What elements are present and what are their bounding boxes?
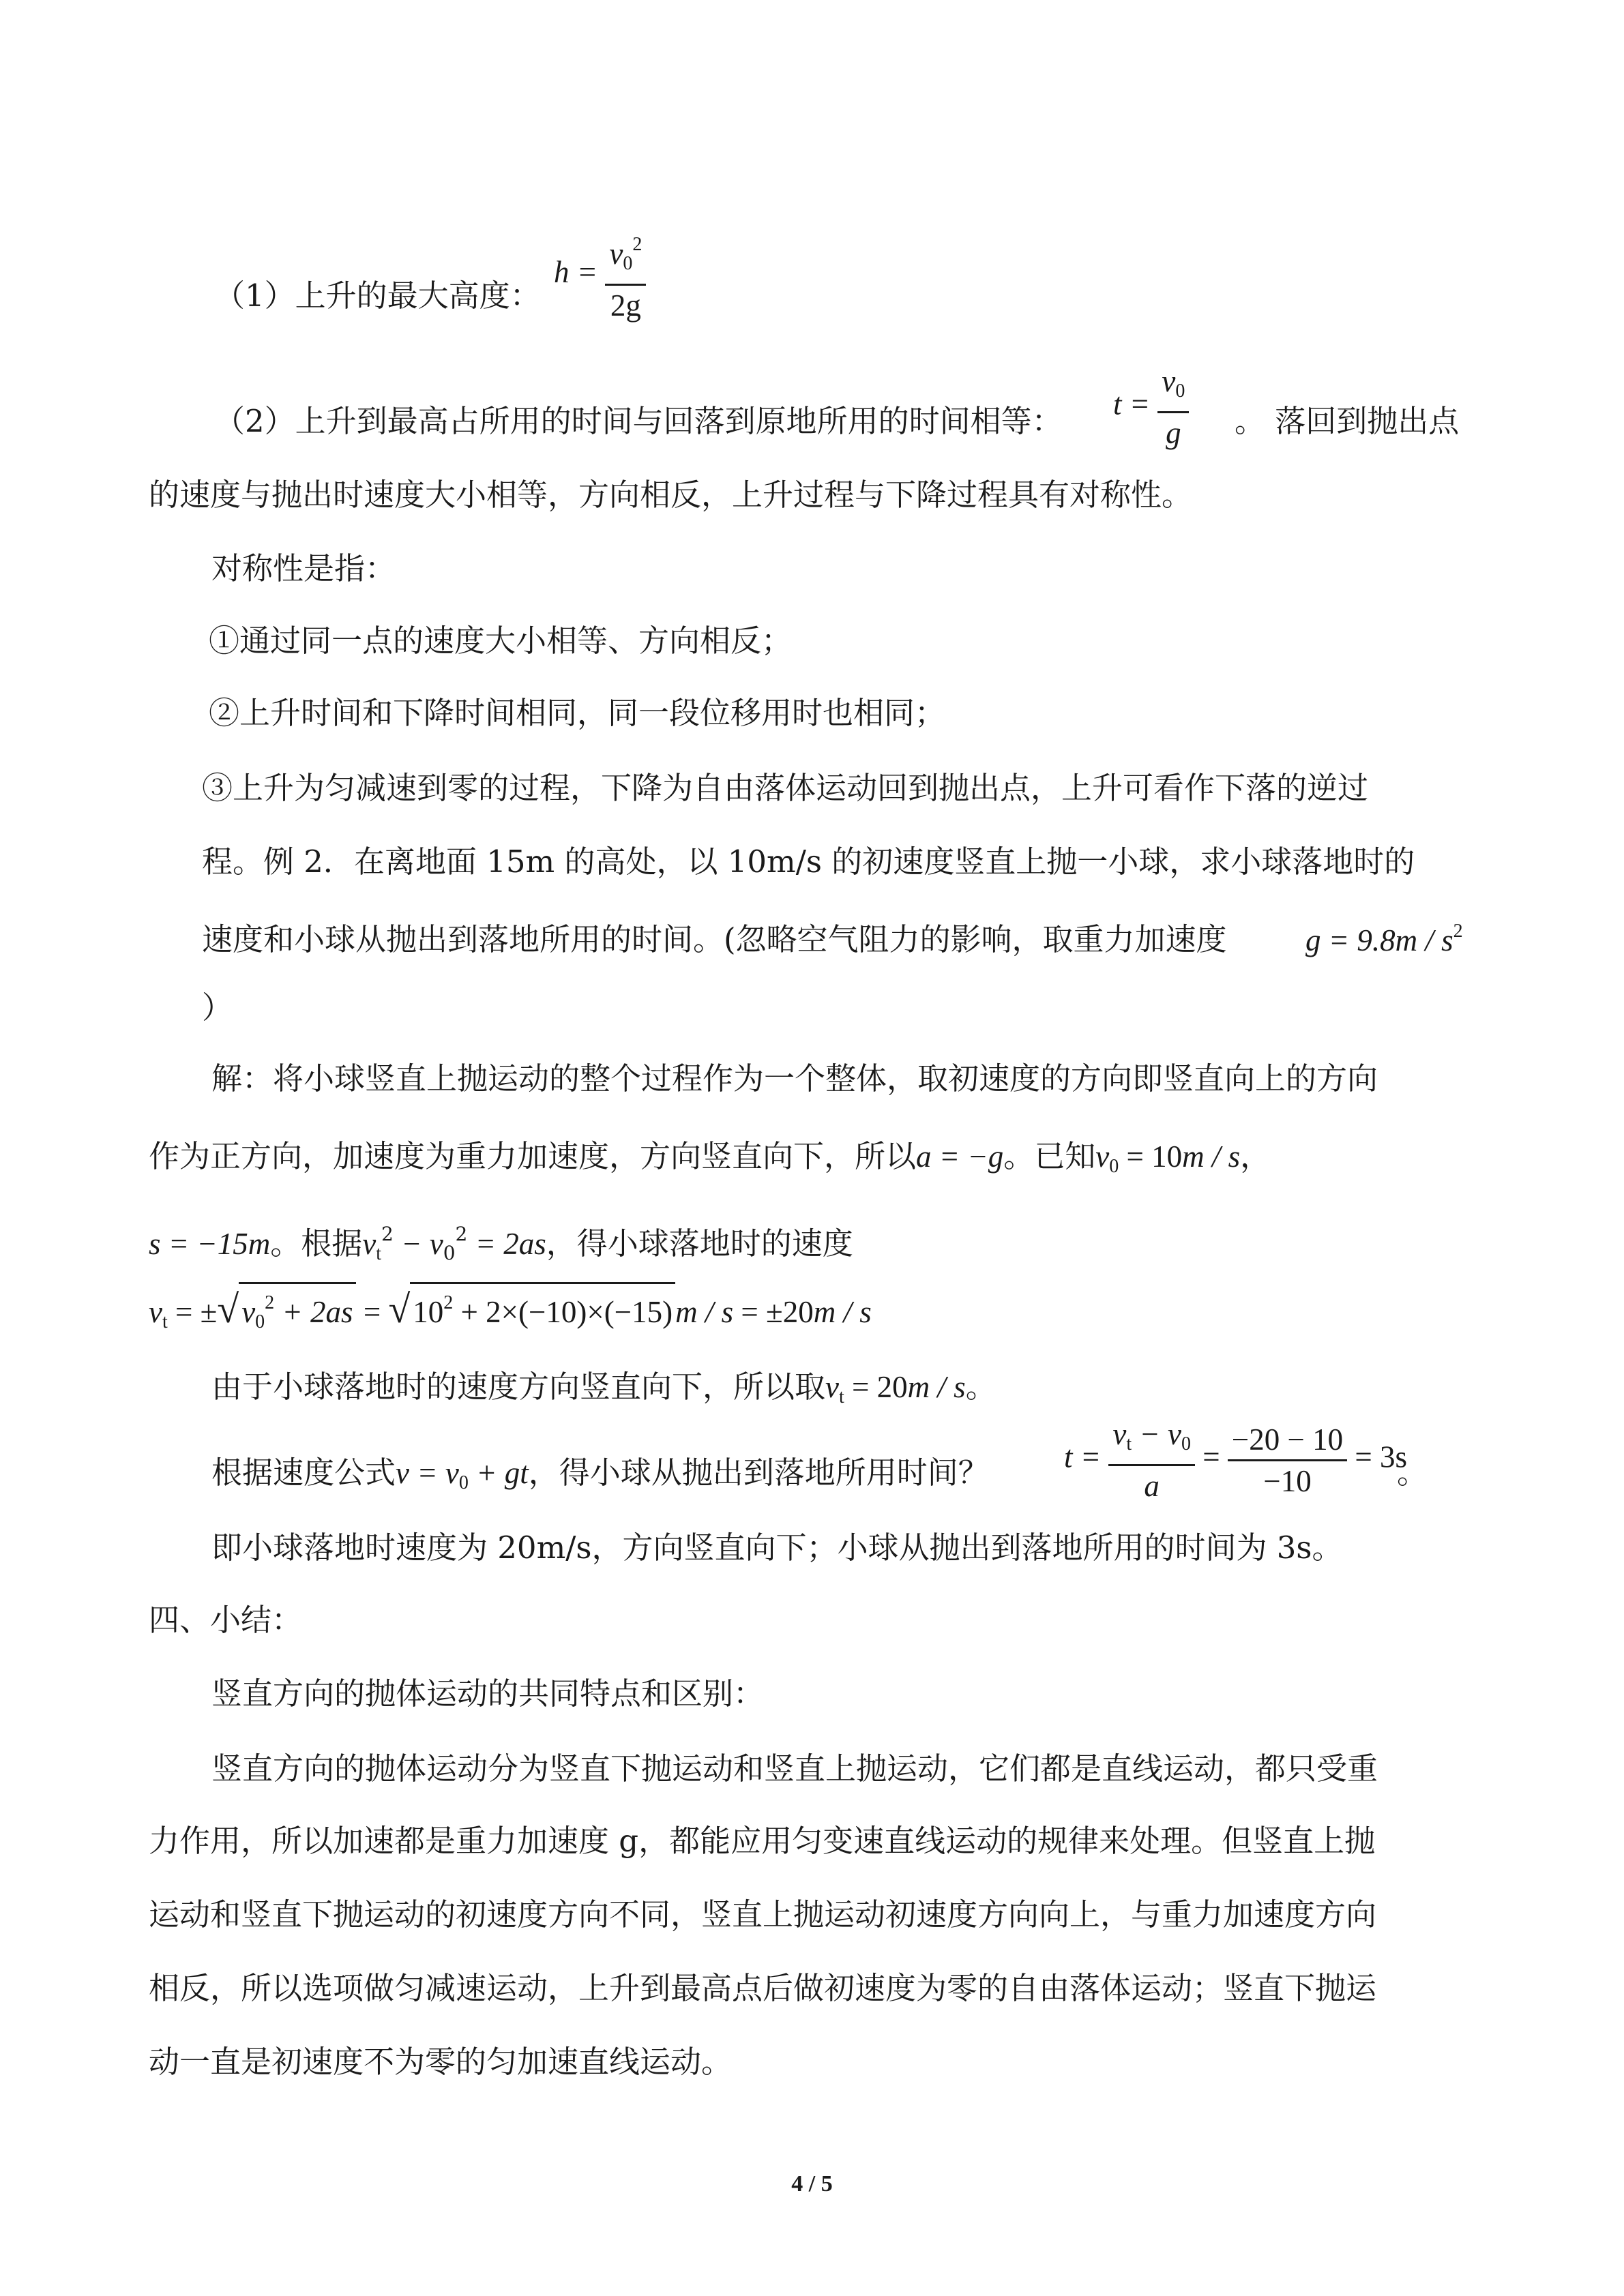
solution-line-2: 作为正方向，加速度为重力加速度，方向竖直向下，所以a = −g。已知$v_0 = 10m / s$， bbox=[149, 1138, 1271, 1177]
example-line-1: 程。例 2．在离地面 15m 的高处，以 10m/s 的初速度竖直上抛一小球，求小球落地时的 bbox=[202, 844, 1415, 880]
fraction: $\frac{v_0^2}{2g}$ bbox=[605, 225, 646, 325]
example-close-paren: ） bbox=[202, 989, 233, 1026]
page-number: 4 / 5 bbox=[791, 2171, 833, 2196]
solution-line-3: s = −15m。根据$v_t^2 - v_0^2 = 2as$，得小球落地时的速度 bbox=[149, 1223, 853, 1264]
solution-line-6-end: 。 bbox=[1397, 1455, 1428, 1491]
solution-line-7: 即小球落地时速度为 20m/s，方向竖直向下；小球从抛出到落地所用的时间为 3s。 bbox=[211, 1530, 1343, 1566]
symmetry-3: ③上升为匀减速到零的过程，下降为自由落体运动回到抛出点，上升可看作下落的逆过 bbox=[202, 770, 1369, 806]
formula-landing-velocity: $v_t = \pm√v_0^2 + 2as = √10^2 + 2\times(-10)\times(-15)m / s = \pm 20m / s$ bbox=[149, 1282, 872, 1344]
solution-line-6: 根据速度公式$v = v_0$ + gt，得小球从抛出到落地所用时间？ bbox=[211, 1455, 989, 1493]
summary-line-1: 竖直方向的抛体运动分为竖直下抛运动和竖直上抛运动，它们都是直线运动，都只受重 bbox=[211, 1750, 1378, 1787]
item-2-continued: 的速度与抛出时速度大小相等，方向相反，上升过程与下降过程具有对称性。 bbox=[149, 477, 1193, 513]
fraction: $\frac{v_0}{g}$ bbox=[1157, 361, 1189, 453]
formula-gravity: $g = 9.8m / s^2$ bbox=[1305, 921, 1463, 957]
formula-fall-time: t = $\frac{v_t - v_0}{a}$ = $\frac{-20 - 10}{-10}$ = 3s bbox=[1064, 1414, 1407, 1506]
formula-lhs: h = bbox=[554, 254, 598, 289]
section-4-heading: 四、小结： bbox=[149, 1602, 303, 1638]
formula-rise-time: t = $\frac{v_0}{g}$ bbox=[1113, 361, 1189, 453]
solution-line-1: 解：将小球竖直上抛运动的整个过程作为一个整体，取初速度的方向即竖直向上的方向 bbox=[211, 1060, 1378, 1097]
item-1-label: （1）上升的最大高度： bbox=[214, 278, 541, 314]
summary-line-5: 动一直是初速度不为零的匀加速直线运动。 bbox=[149, 2044, 733, 2080]
summary-line-2: 力作用，所以加速都是重力加速度 g，都能应用匀变速直线运动的规律来处理。但竖直上抛 bbox=[149, 1823, 1376, 1859]
summary-line-3: 运动和竖直下抛运动的初速度方向不同，竖直上抛运动初速度方向向上，与重力加速度方向 bbox=[149, 1896, 1377, 1933]
example-line-2: 速度和小球从抛出到落地所用的时间。(忽略空气阻力的影响，取重力加速度 bbox=[202, 921, 1227, 957]
item-2-after: 。 落回到抛出点 bbox=[1235, 403, 1460, 439]
formula-max-height bbox=[554, 225, 646, 325]
symmetry-2: ②上升时间和下降时间相同，同一段位移用时也相同； bbox=[209, 695, 946, 731]
summary-line-4: 相反，所以选项做匀减速运动，上升到最高点后做初速度为零的自由落体运动；竖直下抛运 bbox=[149, 1970, 1377, 2006]
symmetry-title: 对称性是指： bbox=[211, 550, 396, 586]
summary-title: 竖直方向的抛体运动的共同特点和区别： bbox=[211, 1675, 765, 1712]
symmetry-1: ①通过同一点的速度大小相等、方向相反； bbox=[209, 623, 793, 659]
solution-line-5: 由于小球落地时的速度方向竖直向下，所以取$v_t = 20m / s$。 bbox=[211, 1369, 996, 1407]
item-2-label: （2）上升到最高占所用的时间与回落到原地所用的时间相等： bbox=[214, 403, 1063, 439]
